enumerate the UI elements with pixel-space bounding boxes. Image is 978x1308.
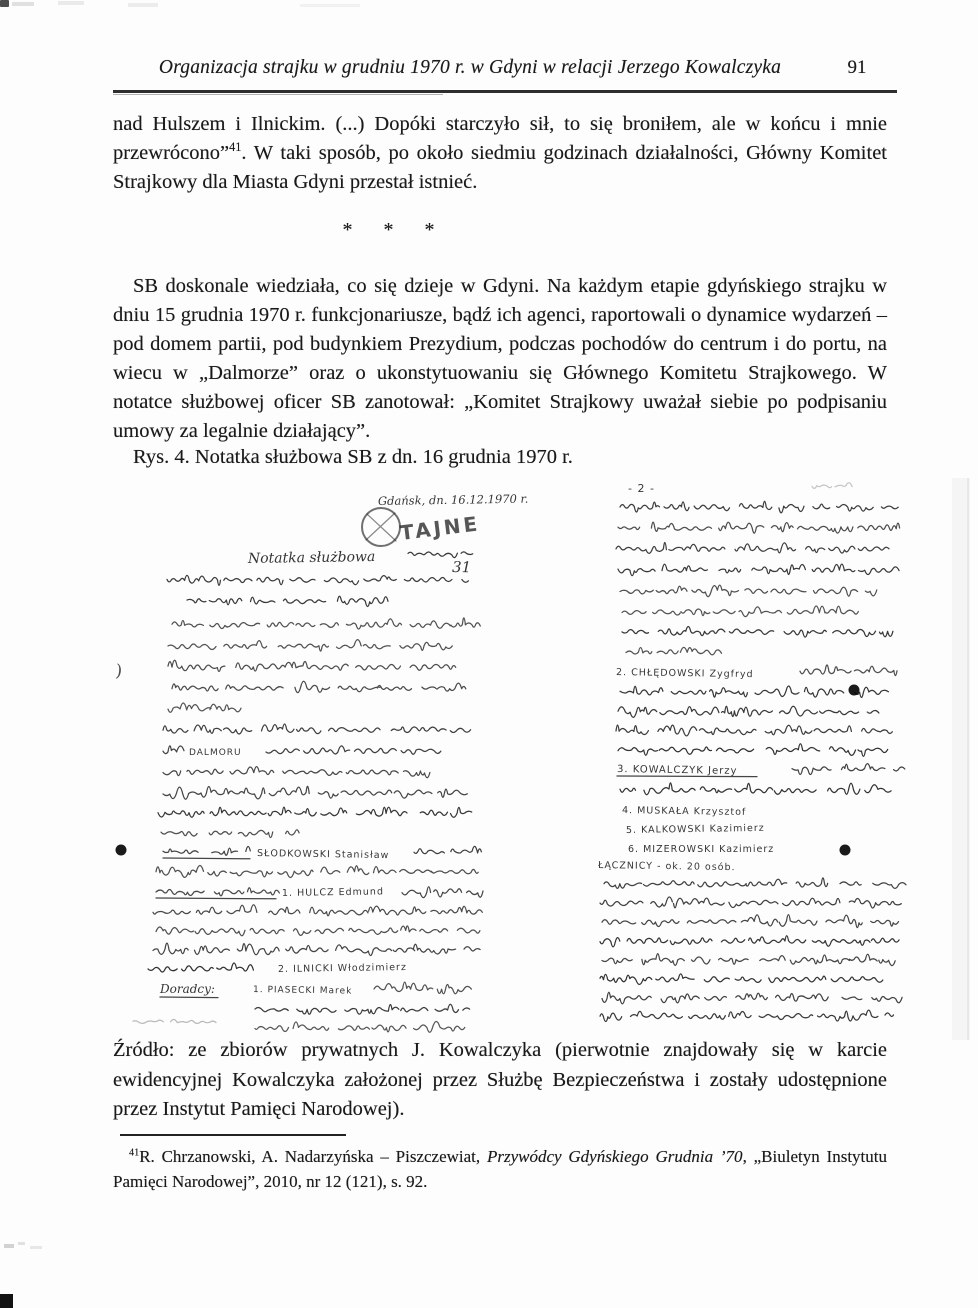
handwriting-underline (617, 776, 757, 777)
scan-artifact (0, 0, 9, 7)
handwriting-line (266, 746, 441, 754)
handwriting-line (374, 982, 471, 994)
section-separator: * * * (342, 219, 448, 241)
source-note: Źródło: ze zbiorów prywatnych J. Kowalczyka (pierwotnie znajdowały się w karcie ewidencyjnej Kowalczyka założonej przez Służbę Bezpieczeństwa i zostały udostępnione przez Instytut Pamięci Narodowej). (113, 1039, 887, 1120)
handwriting-label: 6. MIZEROWSKI Kazimierz (628, 844, 775, 855)
scan-artifact (58, 1, 84, 5)
handwriting-line (616, 543, 889, 554)
ink-dot (840, 845, 851, 856)
handwriting-label: 1. PIASECKI Marek (252, 985, 353, 997)
scan-artifact (0, 1294, 13, 1308)
handwriting-line (133, 1019, 216, 1023)
secrecy-stamp-text: TAJNE (398, 511, 482, 545)
handwriting-line (622, 626, 893, 637)
scan-edge-line (967, 478, 969, 1040)
figure-caption: Rys. 4. Notatka służbowa SB z dn. 16 grudnia 1970 r. (133, 446, 573, 468)
handwriting-line (168, 703, 241, 712)
handwriting-line (620, 783, 891, 795)
footnote-reference: 41 (229, 140, 242, 155)
handwriting-label: Notatka służbowa (247, 549, 376, 567)
handwriting-line (618, 744, 888, 757)
handwriting-line (161, 830, 299, 838)
handwriting-underline (160, 997, 218, 998)
paragraph-1-text: nad Hulszem i Ilnickim. (...) Dopóki starczyło sił, to się broniłem, ale w końcu i mnie przewrócono” (113, 113, 887, 164)
handwriting-line (167, 575, 468, 585)
handwriting-line (602, 954, 895, 966)
ink-dot (849, 685, 860, 696)
paragraph-1-text: . W taki sposób, po około siedmiu godzinach działalności, Główny Komitet Strajkowy dla Miasta Gdyni przestał istnieć. (113, 142, 887, 193)
handwriting-line (153, 943, 480, 955)
handwriting-underline (163, 858, 250, 859)
paragraph-2: SB doskonale wiedziała, co się dzieje w Gdyni. Na każdym etapie gdyńskiego strajku w dniu 15 grudnia 1970 r. funkcjonariusze, bądź ich agenci, raportowali o dynamice wydarzeń – pod domem partii, pod budynkiem Prezydium, podczas pochodów do centrum i do portu, na wiecu w „Dalmorze” oraz o ukonstytuowaniu się Głównego Komitetu Strajkowego. W notatce służbowej oficer SB zanotował: „Komitet Strajkowy uważał siebie po podpisaniu umowy za legalnie działający”. (113, 275, 887, 442)
handwriting-label: 2. ILNICKI Włodzimierz (277, 961, 407, 975)
handwriting-line (618, 522, 900, 533)
handwriting-line (620, 686, 888, 698)
handwriting-line (618, 564, 899, 576)
scan-artifact (300, 4, 360, 7)
running-header-title: Organizacja strajku w grudniu 1970 r. w Gdyni w relacji Jerzego Kowalczyka (158, 57, 782, 78)
handwriting-line (163, 847, 250, 856)
footnote-marker: 41 (129, 1147, 140, 1159)
handwriting-line (602, 992, 902, 1004)
footnote-rule (120, 1134, 346, 1136)
handwriting-label: - 2 - (628, 482, 655, 495)
handwriting-line (626, 647, 722, 654)
handwriting-line (800, 665, 897, 676)
handwriting-label: 5. KALKOWSKI Kazimierz (625, 822, 765, 836)
handwriting-label: Gdańsk, dn. 16.12.1970 r. (377, 491, 529, 508)
footnote-italic-title: Przywódcy Gdyńskiego Grudnia ’70 (486, 1147, 743, 1166)
handwriting-line (600, 897, 901, 908)
handwriting-label: Doradcy: (160, 982, 215, 996)
header-rule-shadow (113, 94, 443, 95)
handwriting-line (600, 936, 899, 947)
handwriting-line (602, 915, 898, 928)
handwriting-line (792, 764, 905, 775)
handwriting-line (600, 974, 883, 985)
footnote-text: R. Chrzanowski, A. Nadarzyńska – Piszczewiat, (139, 1147, 487, 1166)
handwriting-line (616, 725, 892, 736)
handwriting-line (163, 724, 471, 734)
handwriting-line (402, 887, 483, 898)
scan-artifact (12, 2, 34, 6)
paragraph-1 (113, 110, 887, 197)
handwriting-line (156, 865, 478, 877)
handwriting-label: DALMORU (189, 748, 242, 758)
handwriting-line (156, 888, 279, 896)
handwriting-line (604, 878, 906, 889)
scan-artifact (128, 3, 158, 7)
handwriting-line (618, 706, 879, 717)
handwriting-line (408, 552, 473, 558)
handwriting-label: 2. CHŁĘDOWSKI Zygfryd (615, 667, 754, 681)
handwriting-line (156, 926, 480, 936)
footnote-text: , „Biuletyn Instytutu Pamięci Narodowej”, 2010, nr 12 (121), s. 92. (113, 1147, 887, 1191)
handwritten-note-figure (110, 478, 970, 1040)
handwriting-line (172, 618, 480, 629)
header-rule (113, 90, 897, 93)
handwriting-label: 1. HULCZ Edmund (281, 886, 385, 899)
handwriting-line (163, 786, 467, 799)
handwriting-label: 3. KOWALCZYK Jerzy (616, 764, 738, 777)
handwriting-line (187, 596, 388, 606)
handwriting-line (148, 963, 253, 972)
handwriting-line (158, 807, 472, 817)
scan-artifact (30, 1246, 42, 1249)
page-number: 91 (847, 57, 867, 78)
handwriting-line (620, 501, 898, 513)
handwriting-line (812, 483, 852, 489)
ink-dot (116, 845, 127, 856)
handwriting-underline (156, 898, 276, 899)
handwriting-line (172, 681, 466, 692)
handwriting-label: 4. MUSKAŁA Krzysztof (621, 805, 747, 818)
handwriting-line (620, 585, 877, 597)
handwriting-line (600, 1010, 894, 1021)
secrecy-stamp-cross (366, 513, 396, 541)
handwriting-line (414, 846, 481, 853)
handwriting-label: 31 (451, 558, 472, 577)
scan-artifact (18, 1242, 25, 1245)
running-header (113, 57, 887, 79)
handwriting-label: ŁĄCZNICY - ok. 20 osób. (597, 860, 736, 874)
handwriting-line (153, 905, 482, 916)
handwriting-label: SŁODKOWSKI Stanisław (256, 848, 390, 862)
margin-mark: ) (114, 661, 124, 682)
handwriting-line (163, 767, 430, 778)
handwriting-line (163, 746, 184, 754)
scan-artifact (4, 1244, 14, 1248)
handwriting-line (168, 640, 452, 651)
handwriting-line (168, 660, 456, 671)
handwriting-line (255, 1004, 470, 1014)
handwriting-line (622, 606, 858, 617)
handwriting-line (255, 1021, 465, 1032)
footnote (113, 1145, 887, 1194)
